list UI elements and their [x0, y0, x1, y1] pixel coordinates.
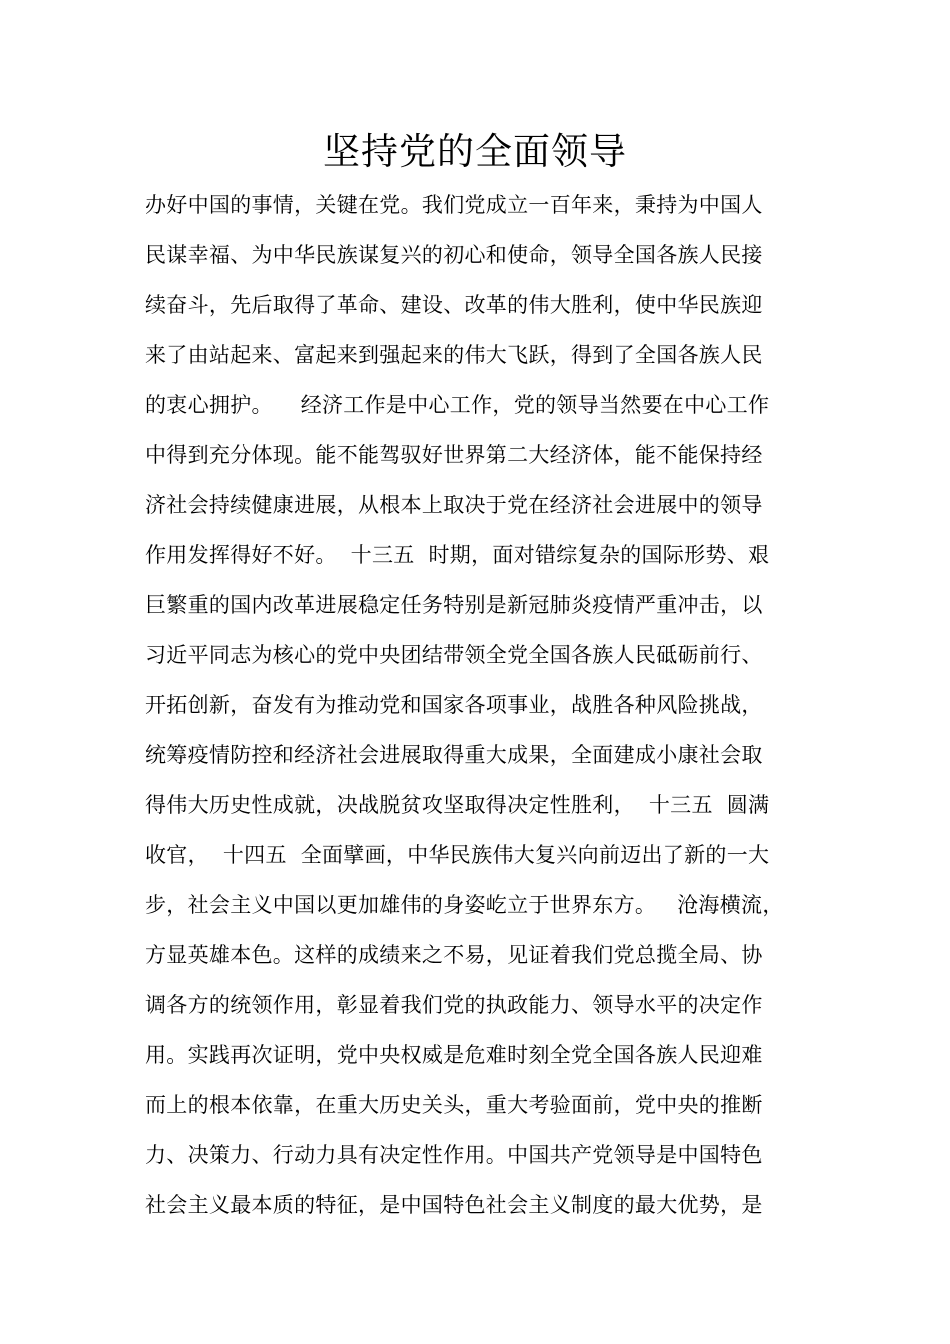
body-line: 来了由站起来、富起来到强起来的伟大飞跃，得到了全国各族人民: [145, 343, 763, 367]
body-line: 得伟大历史性成就，决战脱贫攻坚取得决定性胜利， 十三五 圆满: [145, 793, 770, 817]
body-line: 调各方的统领作用，彰显着我们党的执政能力、领导水平的决定作: [145, 993, 763, 1017]
body-line: 统筹疫情防控和经济社会进展取得重大成果，全面建成小康社会取: [145, 743, 763, 767]
body-line: 办好中国的事情，关键在党。我们党成立一百年来，秉持为中国人: [145, 193, 763, 217]
body-line: 开拓创新，奋发有为推动党和国家各项事业，战胜各种风险挑战，: [145, 693, 763, 717]
body-line: 收官， 十四五 全面擘画，中华民族伟大复兴向前迈出了新的一大: [145, 843, 770, 867]
body-line: 力、决策力、行动力具有决定性作用。中国共产党领导是中国特色: [145, 1143, 763, 1167]
body-line: 济社会持续健康进展，从根本上取决于党在经济社会进展中的领导: [145, 493, 763, 517]
body-line: 习近平同志为核心的党中央团结带领全党全国各族人民砥砺前行、: [145, 643, 763, 667]
body-line: 民谋幸福、为中华民族谋复兴的初心和使命，领导全国各族人民接: [145, 243, 763, 267]
body-line: 作用发挥得好不好。 十三五 时期，面对错综复杂的国际形势、艰: [145, 543, 770, 567]
body-line: 续奋斗，先后取得了革命、建设、改革的伟大胜利，使中华民族迎: [145, 293, 763, 317]
body-line: 的衷心拥护。 经济工作是中心工作，党的领导当然要在中心工作: [145, 393, 770, 417]
document-body: [145, 180, 825, 1230]
body-line: 而上的根本依靠，在重大历史关头，重大考验面前，党中央的推断: [145, 1093, 763, 1117]
document-title: 坚持党的全面领导: [323, 130, 627, 173]
body-line: 巨繁重的国内改革进展稳定任务特别是新冠肺炎疫情严重冲击，以: [145, 593, 763, 617]
body-line: 方显英雄本色。这样的成绩来之不易，见证着我们党总揽全局、协: [145, 943, 763, 967]
body-line: 步，社会主义中国以更加雄伟的身姿屹立于世界东方。 沧海横流，: [145, 893, 784, 917]
body-line: 中得到充分体现。能不能驾驭好世界第二大经济体，能不能保持经: [145, 443, 763, 467]
body-line: 用。实践再次证明，党中央权威是危难时刻全党全国各族人民迎难: [145, 1043, 763, 1067]
body-line: 社会主义最本质的特征，是中国特色社会主义制度的最大优势，是: [145, 1193, 763, 1217]
